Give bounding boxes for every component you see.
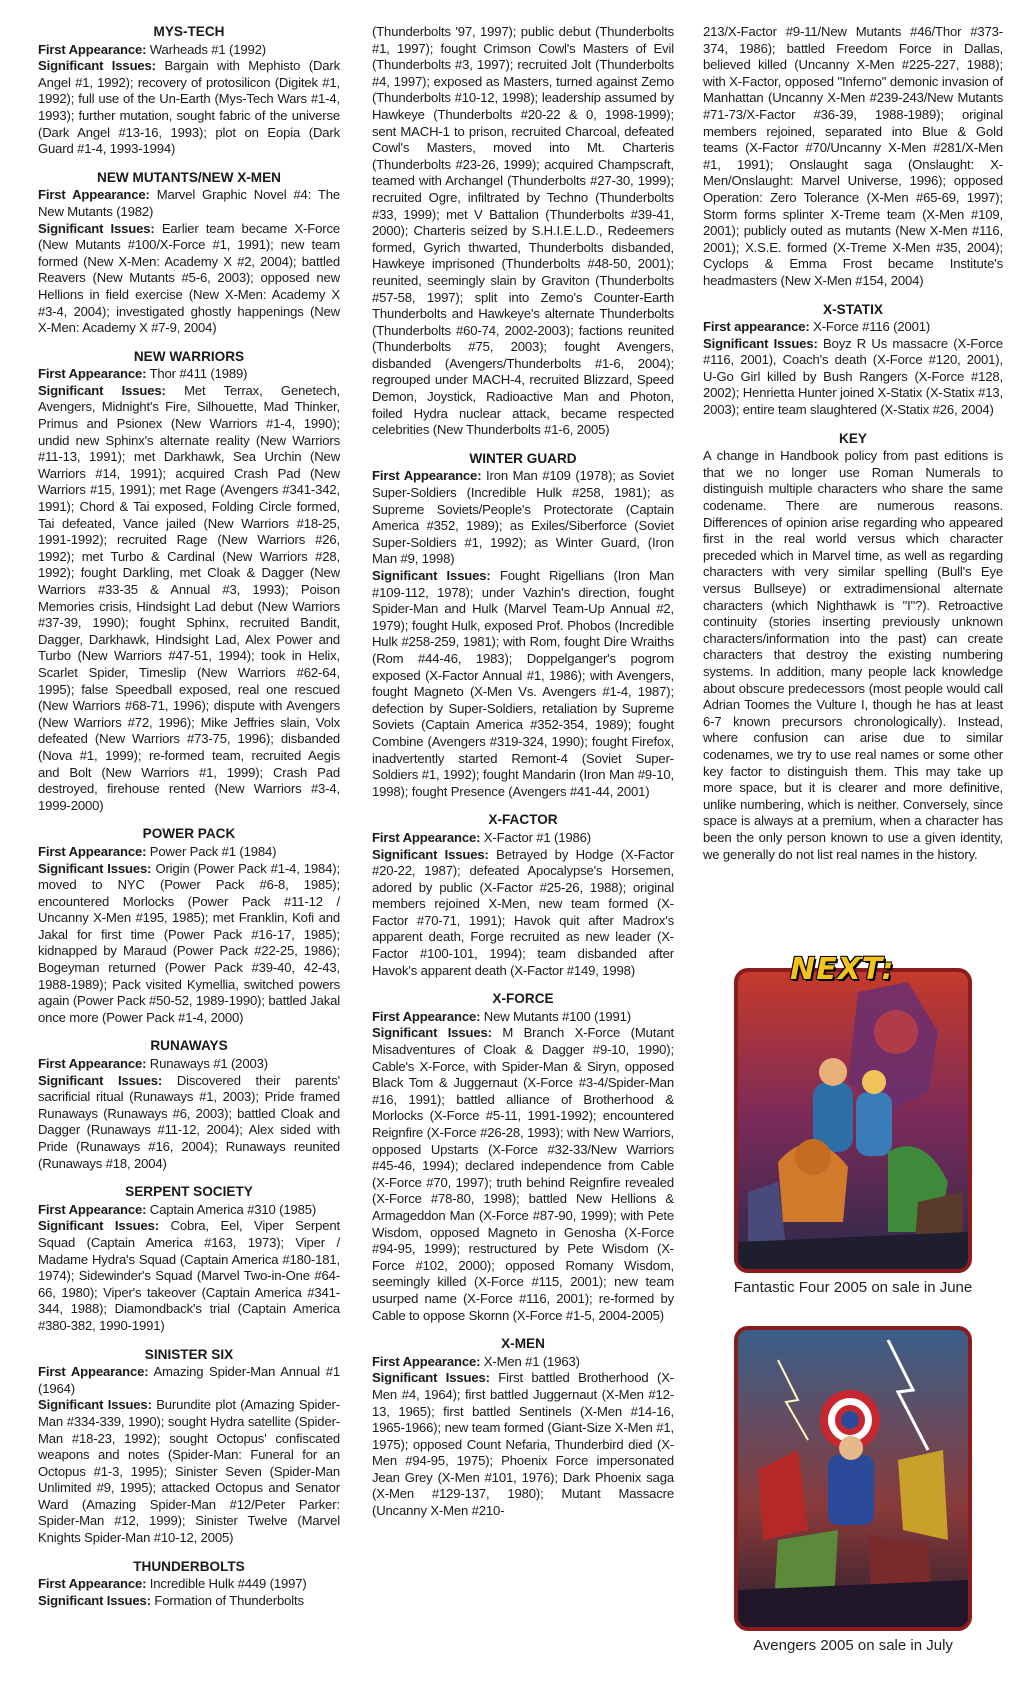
first-appearance [38, 42, 340, 59]
significant-issues-label: Significant Issues: [372, 846, 489, 862]
first-appearance-label: First Appearance: [372, 829, 481, 845]
first-appearance-label: First Appearance: [38, 1056, 147, 1072]
entry [38, 1559, 340, 1610]
significant-issues-value: Origin (Power Pack #1-4, 1984); moved to NYC (Power Pack #6-8, 1985); encountered Morlocks (Power Pack #11-12 / Uncanny X-Men #195, 1985); met Franklin, Kofi and Jakal for first time (Power Pack #16-17, 1985); kidnapped by Maraud (Power Pack #22-25, 1986); Bogeyman returned (Power Pack #39-40, 42-43, 1988-1989); Pack visited Kymellia, switched powers again (Power Pack #50-52, 1989-1990); battled Jakal once more (Power Pack #1-4, 2000) [38, 860, 340, 1025]
significant-issues [38, 1073, 340, 1173]
significant-issues-value: Bargain with Mephisto (Dark Angel #1, 1992); recovery of protosilicon (Digitek #1, 1992); full use of the Un-Earth (Mys-Tech Wars #1-4, 1993); further mutation, sought fabric of the universe (Dark Angel #13-16, 1993); plot on Eopia (Dark Guard #1-4, 1993-1994) [38, 58, 340, 157]
first-appearance-label: First Appearance: [38, 1364, 149, 1380]
first-appearance-value: X-Factor #1 (1986) [483, 829, 591, 845]
avengers-cover-art [738, 1330, 968, 1627]
significant-issues [372, 847, 674, 980]
entry-title: X-STATIX [823, 301, 883, 317]
significant-issues-value: First battled Brotherhood (X-Men #4, 1964); first battled Juggernaut (X-Men #12-13, 1965); first battled Sentinels (X-Men #14-16, 1965-1966); new team formed (Giant-Size X-Men #1, 1975); opposed Count Nefaria, Thunderbird died (X-Men #94-95, 1975); Phoenix Force impersonated Jean Grey (X-Men #101, 1976); Dark Phoenix saga (X-Men #129-137, 1980); Mutant Massacre (Uncanny X-Men #210- [372, 1370, 674, 1519]
entry [38, 826, 340, 1026]
significant-issues-value: Met Terrax, Genetech, Avengers, Midnight's Fire, Silhouette, Mad Thinker, Primus and Psionex (New Warriors #1-4, 1990); undid new Sphinx's alternate reality (New Warriors #11-13, 1991); met Darkhawk, Sea Urchin (New Warriors #14, 1991); acquired Crash Pad (New Warriors #15, 1991); met Rage (Avengers #341-342, 1991); Chord & Tai exposed, Folding Circle formed, Tai defeated, Vance jailed (New Warriors #18-25, 1991-1992); recruited Rage (New Warriors #26, 1992); met Turbo & Cardinal (New Warriors #28, 1992); fought Darkling, met Cloak & Dagger (New Warriors #33-35 & Annual #3, 1993); Poison Memories crisis, Hindsight Lad debut (New Warriors #37-39, 1990); fought Sphinx, recruited Bandit, Dagger, Darkhawk, Hindsight Lad, Alex Power and Turbo (New Warriors #47-51, 1994); took in Helix, Scarlet Spider, Timeslip (New Warriors #62-64, 1995); false Speedball exposed, real one rescued (New Warriors #68-71, 1996); dispute with Avengers (New Warriors #72, 1996); Mike Jeffries slain, Volx defeated (New Warriors #73-75, 1996); disbanded (Nova #1, 1999); re-formed team, recruited Aegis and Bolt (New Warriors #1, 1999); Crash Pad destroyed, firehouse rented (New Warriors #3-4, 1999-2000) [38, 382, 340, 813]
promo-fantastic-four [725, 968, 981, 1296]
first-appearance-label: First Appearance: [372, 1008, 481, 1024]
entry [372, 451, 674, 800]
significant-issues-label: Significant Issues: [703, 335, 818, 351]
continued-text: 213/X-Factor #9-11/New Mutants #46/Thor #373-374, 1986); battled Freedom Force in Dallas, believed killed (Uncanny X-Men #225-227, 1988); with X-Factor, opposed "Inferno" demonic invasion of Manhattan (Uncanny X-Men #239-243/New Mutants #71-73/X-Factor #36-39, 1988-1989); original members rejoined, separated into Blue & Gold teams (X-Factor #70/Uncanny X-Men #281/X-Men #1, 1991); Onslaught saga (Onslaught: X-Men/Onslaught: Marvel Universe, 1996); opposed Operation: Zero Tolerance (X-Men #65-69, 1997); Storm forms splinter X-Treme team (X-Men #109, 2001); publicly outed as mutants (New X-Men #116, 2001); X.S.E. formed (X-Treme X-Men #35, 2004); Cyclops & Emma Frost became Institute's headmasters (New X-Men #154, 2004) [703, 24, 1003, 288]
first-appearance-label: First Appearance: [38, 41, 147, 57]
first-appearance-label: First Appearance: [38, 366, 147, 382]
significant-issues-value: M Branch X-Force (Mutant Misadventures of Cloak & Dagger #9-10, 1990); Cable's X-Force, with Spider-Man & Siryn, opposed Black Tom & Juggernaut (X-Force #3-4/Spider-Man #16, 1991); battled alliance of Brotherhood & Morlocks (X-Force #5-11, 1991-1992); encountered Reignfire (X-Force #26-28, 1993); with New Warriors, opposed Upstarts (X-Force #32-33/New Warriors #45-46, 1994); declared independence from Cable (X-Force #70, 1997); truth behind Reignfire revealed (X-Force #78-80, 1998); battled New Hellions & Armageddon Man (X-Force #87-90, 1999); with Pete Wisdom, opposed Magneto in Genosha (X-Force #94-95, 1999); restructured by Pete Wisdom (X-Force #102, 2000); opposed Romany Wisdom, seemingly killed (X-Force #115, 2001); new team usurped name (X-Force #116, 2001); re-formed by Cable to oppose Skornn (X-Force #1-5, 2004-2005) [372, 1025, 674, 1323]
significant-issues-value: Discovered their parents' sacrificial ritual (Runaways #1, 2003); Pride framed Runaways (Runaways #6, 2003); battled Cloak and Dagger (Runaways #11-12, 2004); Alex sided with Pride (Runaways #16, 2004); Runaways reunited (Runaways #18, 2004) [38, 1072, 340, 1171]
entry [38, 349, 340, 815]
first-appearance-value: Incredible Hulk #449 (1997) [149, 1576, 307, 1592]
first-appearance [38, 1576, 340, 1593]
first-appearance-value: Warheads #1 (1992) [149, 41, 266, 57]
significant-issues [38, 221, 340, 337]
first-appearance-label: First Appearance: [38, 1201, 147, 1217]
significant-issues-label: Significant Issues: [38, 1397, 152, 1413]
significant-issues [38, 861, 340, 1027]
significant-issues [38, 58, 340, 158]
promo-avengers [725, 1326, 981, 1654]
first-appearance [38, 1056, 340, 1073]
avengers-cover-image [734, 1326, 972, 1631]
significant-issues [38, 1397, 340, 1546]
first-appearance-value: Runaways #1 (2003) [149, 1056, 268, 1072]
entry [38, 1347, 340, 1547]
entry-title: X-FORCE [492, 991, 554, 1007]
first-appearance-value: Amazing Spider-Man Annual #1 (1964) [38, 1364, 341, 1396]
key-text: A change in Handbook policy from past editions is that we no longer use Roman Numerals to distinguish multiple characters who share the same codename. There are numerous reasons. Differences of opinion arise regarding who appeared first in the real world versus which character preceded which in Marvel time, as well as regarding characters with very similar spelling (Bull's Eye versus Bullseye) or extradimensional alternate characters (which Nighthawk is "I"?). Retroactive continuity (stories inserting previously unknown characters/information into the past) can create characters that destroy the existing numbering systems. In addition, many people lack knowledge about obscure predecessors (most people would call Adrian Toomes the Vulture I, though he has at least 6-7 known precursors chronologically). Instead, where confusion can arise due to similar codenames, we try to use real names or some other key factor to distinguish them. This may take up more space, but it is clearer and more definitive, unlike numbering, which is neither. Conversely, since space is always at a premium, when a character has been the only person known to use a given identity, we generally do not list real names in the history. [703, 448, 1003, 862]
entry-title: SERPENT SOCIETY [125, 1184, 253, 1200]
significant-issues-label: Significant Issues: [372, 568, 491, 583]
first-appearance [38, 844, 340, 861]
significant-issues [703, 336, 1003, 419]
next-logo: NEXT: [790, 952, 895, 987]
entry [703, 431, 1003, 863]
first-appearance [372, 1009, 674, 1026]
significant-issues-label: Significant Issues: [38, 860, 152, 876]
column-middle [372, 24, 674, 1532]
significant-issues [372, 568, 674, 800]
entry [372, 1336, 674, 1520]
first-appearance [372, 1354, 674, 1371]
first-appearance-label: First Appearance: [38, 1576, 147, 1592]
entry-title: WINTER GUARD [469, 450, 577, 466]
significant-issues-label: Significant Issues: [38, 58, 156, 74]
entry-title: RUNAWAYS [150, 1038, 228, 1054]
significant-issues [38, 383, 340, 814]
significant-issues-value: Earlier team became X-Force (New Mutants #100/X-Force #1, 1991); new team formed (New X-Men: Academy X #2, 2004); battled Reavers (New Mutants #5-6, 2003); opposed new Hellions in field exercise (New X-Men: Academy X #3-4, 2004); investigated ghostly happenings (New X-Men: Academy X #7-9, 2004) [38, 220, 340, 336]
entry [38, 1184, 340, 1334]
entry-title: SINISTER SIX [144, 1346, 234, 1362]
first-appearance [38, 187, 340, 220]
entry [38, 170, 340, 337]
entry [703, 302, 1003, 419]
first-appearance-value: Power Pack #1 (1984) [149, 843, 277, 859]
first-appearance-label: First appearance: [703, 319, 810, 335]
entry-title: X-MEN [501, 1336, 545, 1352]
entry-title: NEW WARRIORS [133, 348, 245, 364]
entry-title: NEW MUTANTS/NEW X-MEN [97, 169, 281, 185]
column-right [703, 24, 1003, 875]
significant-issues-label: Significant Issues: [372, 1370, 490, 1386]
entry-title: THUNDERBOLTS [133, 1558, 245, 1574]
entry-title: X-FACTOR [488, 812, 558, 828]
significant-issues-label: Significant Issues: [38, 1072, 163, 1088]
significant-issues-label: Significant Issues: [38, 1592, 151, 1608]
fantastic-four-cover-art [738, 972, 968, 1269]
entry [38, 1038, 340, 1172]
fantastic-four-cover-image [734, 968, 972, 1273]
significant-issues-value: Fought Rigellians (Iron Man #109-112, 1978); under Vazhin's direction, fought Spider-Man and Hulk (Marvel Team-Up Annual #2, 1979); fought Hulk, exposed Prof. Phobos (Incredible Hulk #258-259, 1981); with Rom, fought Dire Wraiths (Rom #44-46, 1983); Doppelganger's pogrom exposed (X-Factor Annual #1, 1986); with Avengers, fought Magneto (X-Men Vs. Avengers #1-4, 1987); defection by Super-Soldiers, retaliation by Supreme Soviets (Captain America #352-354, 1989); fought Combine (Avengers #319-324, 1990); fought Firefox, inadvertently started Remont-4 (Soviet Super-Soldiers #1, 1992); fought Mandarin (Iron Man #9-10, 1998); fought Presence (Avengers #41-44, 2001) [372, 568, 674, 799]
entry [703, 24, 1003, 290]
first-appearance-label: First Appearance: [372, 468, 482, 484]
entry [372, 24, 674, 439]
significant-issues-value: Boyz R Us massacre (X-Force #116, 2001), Coach's death (X-Force #120, 2001), U-Go Girl killed by Bush Rangers (X-Force #128, 2002); Henrietta Hunter joined X-Statix (X-Statix #13, 2003); entire team slaughtered (X-Statix #26, 2004) [703, 335, 1004, 418]
caption-fantastic-four: Fantastic Four 2005 on sale in June [733, 1279, 973, 1296]
significant-issues-label: Significant Issues: [38, 220, 155, 236]
first-appearance [372, 830, 674, 847]
significant-issues-value: Betrayed by Hodge (X-Factor #20-22, 1987); defeated Apocalypse's Horsemen, adored by public (X-Factor #25-26, 1988); original members rejoined X-Men, new team formed (X-Factor #70-71, 1991); Havok quit after Madrox's apparent death, Forge recruited as new leader (X-Factor #100-101, 1994); team disbanded after Havok's apparent death (X-Factor #149, 1998) [372, 846, 674, 978]
first-appearance-value: Iron Man #109 (1978); as Soviet Super-Soldiers (Incredible Hulk #258, 1981); as Supreme Soviets/People's Protectorate (Captain America #352, 1989); as Exiles/Siberforce (Soviet Super-Soldiers #1, 1992); as Winter Guard, (Iron Man #9, 1998) [372, 468, 674, 567]
entry-title: MYS-TECH [153, 24, 225, 39]
first-appearance [38, 366, 340, 383]
first-appearance [703, 319, 1003, 336]
caption-avengers: Avengers 2005 on sale in July [753, 1637, 953, 1654]
first-appearance [38, 1364, 340, 1397]
significant-issues-label: Significant Issues: [38, 1218, 159, 1234]
significant-issues-value: Burundite plot (Amazing Spider-Man #334-339, 1990); sought Hydra satellite (Spider-Man #18-23, 1992); sought Octopus' confiscated weapons and notes (Spider-Man: Funeral for an Octopus #1-3, 1995); Sinister Seven (Spider-Man Unlimited #9, 1995); attacked Octopus and Senator Ward (Amazing Spider-Man #12/Peter Parker: Spider-Man #12, 1999); Sinister Twelve (Marvel Knights Spider-Man #10-12, 2005) [38, 1397, 340, 1546]
first-appearance-value: New Mutants #100 (1991) [483, 1008, 632, 1024]
significant-issues [38, 1593, 340, 1610]
first-appearance [38, 1202, 340, 1219]
significant-issues-value: Cobra, Eel, Viper Serpent Squad (Captain America #163, 1973); Viper / Madame Hydra's Squad (Captain America #180-181, 1974); Sidewinder's Squad (Marvel Two-in-One #64-66, 1980); Viper's takeover (Captain America #341-344, 1988); Diamondback's trial (Captain America #380-382, 1990-1991) [38, 1218, 340, 1333]
entry-title: KEY [839, 430, 867, 446]
first-appearance-label: First Appearance: [38, 843, 147, 859]
first-appearance-value: X-Men #1 (1963) [483, 1353, 580, 1369]
significant-issues [372, 1370, 674, 1519]
significant-issues [372, 1025, 674, 1324]
first-appearance [372, 468, 674, 568]
first-appearance-label: First Appearance: [372, 1353, 481, 1369]
significant-issues-value: Formation of Thunderbolts [154, 1592, 304, 1608]
entry [38, 24, 340, 158]
entry [372, 991, 674, 1324]
significant-issues [38, 1218, 340, 1334]
entry-title: POWER PACK [142, 826, 236, 842]
column-left [38, 24, 340, 1621]
first-appearance-value: X-Force #116 (2001) [813, 319, 931, 335]
first-appearance-value: Thor #411 (1989) [149, 366, 248, 382]
first-appearance-label: First Appearance: [38, 187, 150, 203]
first-appearance-value: Captain America #310 (1985) [149, 1201, 317, 1217]
continued-text: (Thunderbolts '97, 1997); public debut (Thunderbolts #1, 1997); fought Crimson Cowl's Masters of Evil (Thunderbolts #3, 1997); recruited Jolt (Thunderbolts #4, 1997); exposed as Masters, turned against Zemo (Thunderbolts #10-12, 1998); leadership assumed by Hawkeye (Thunderbolts #20-22 & 0, 1998-1999); sent MACH-1 to prison, recruited Charcoal, defeated Cowl's Masters, moved into Mt. Charteris (Thunderbolts #23-26, 1999); acquired Champscraft, teamed with Archangel (Thunderbolts #27-30, 1999); recruited Ogre, infiltrated by Techno (Thunderbolts #33, 1999); met V Battalion (Thunderbolts #39-41, 2000); Charteris seized by S.H.I.E.L.D., Redeemers formed, Gyrich thwarted, Thunderbolts disbanded, Hawkeye imprisoned (Thunderbolts #48-50, 2001); reunited, seemingly slain by Graviton (Thunderbolts #57-58, 1997); split into Zemo's Counter-Earth Thunderbolts and Hawkeye's alternate Thunderbolts (Thunderbolts #60-74, 2002-2003); factions reunited (Thunderbolts #75, 2003); fought Avengers, disbanded (Avengers/Thunderbolts #1-6, 2004); regrouped under MACH-4, recruited Blizzard, Speed Demon, Joystick, Radioactive Man and Photon, foiled Hydra nuclear attack, became respected celebrities (New Thunderbolts #1-6, 2005) [372, 24, 674, 438]
significant-issues-label: Significant Issues: [372, 1025, 492, 1041]
significant-issues-label: Significant Issues: [38, 382, 166, 398]
entry [372, 812, 674, 979]
first-appearance-value: Marvel Graphic Novel #4: The New Mutants (1982) [38, 187, 340, 219]
